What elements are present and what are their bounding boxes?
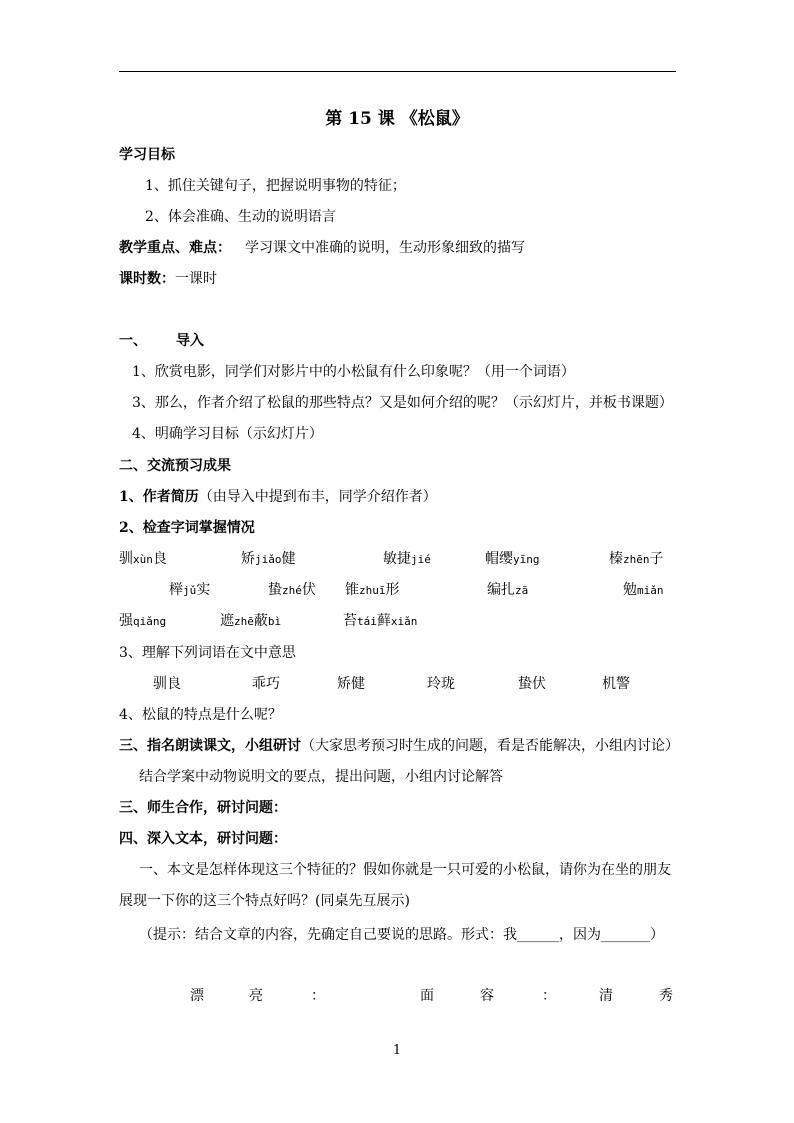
- reading-heading: 三、指名朗读课文，小组研讨: [119, 738, 301, 754]
- spaced-char: 面: [420, 988, 434, 1004]
- words-heading: 2、检查字词掌握情况: [119, 520, 255, 536]
- feature-question: 4、松鼠的特点是什么呢？: [119, 707, 282, 723]
- author-line: [119, 487, 437, 507]
- deep-para-2: 展现一下你的这三个特点好吗？(同桌先互展示): [119, 893, 410, 909]
- focus-label: 教学重点、难点：: [119, 240, 231, 256]
- meaning-word: 乖巧: [252, 676, 280, 692]
- vocab-word: 榛zhēn子: [609, 551, 664, 567]
- vocab-word: 苔tái藓xiǎn: [343, 613, 418, 629]
- meaning-word: 蛰伏: [518, 676, 546, 692]
- intro-item-3: 4、明确学习目标（示幻灯片）: [132, 426, 323, 442]
- spaced-char: 漂: [190, 988, 204, 1004]
- vocab-word: 矫jiǎo健: [241, 551, 296, 567]
- page-number: 1: [392, 1043, 402, 1058]
- goals-heading: 学习目标: [119, 147, 175, 163]
- vocab-word: 勉miǎn: [623, 582, 664, 598]
- coop-heading: 三、师生合作，研讨问题：: [119, 800, 287, 816]
- meaning-word: 驯良: [153, 676, 181, 692]
- intro-item-1: 1、欣赏电影，同学们对影片中的小松鼠有什么印象呢？（用一个词语）: [132, 364, 575, 380]
- preview-heading: 二、交流预习成果: [119, 458, 231, 474]
- vocab-word: 编扎zā: [487, 582, 529, 598]
- meaning-word: 机警: [602, 676, 630, 692]
- goal-item-1: 1、抓住关键句子，把握说明事物的特征；: [145, 178, 406, 194]
- vocab-word: 驯xùn良: [119, 551, 167, 567]
- focus-text: 学习课文中准确的说明，生动形象细致的描写: [245, 240, 525, 256]
- author-label: 1、作者简历: [119, 489, 199, 505]
- focus-line: [119, 238, 525, 258]
- vocab-word: 遮zhē蔽bì: [220, 613, 282, 629]
- lesson-title: 第 15 课 《松鼠》: [325, 109, 469, 129]
- reading-line-2: 结合学案中动物说明文的要点，提出问题，小组内讨论解答: [139, 769, 503, 785]
- deep-hint: （提示：结合文章的内容，先确定自己要说的思路。形式：我______，因为_______）: [139, 927, 664, 943]
- meaning-heading: 3、理解下列词语在文中意思: [119, 645, 296, 661]
- vocab-word: 帽缨yīng: [485, 551, 540, 567]
- period-label: 课时数：: [119, 271, 175, 287]
- spaced-char: ：: [542, 988, 556, 1004]
- spaced-char: ：: [311, 988, 325, 1004]
- spaced-char: 秀: [659, 988, 673, 1004]
- meaning-word: 玲珑: [427, 676, 455, 692]
- intro-heading-num: 一、: [119, 333, 147, 349]
- vocab-word: 敏捷jié: [383, 551, 431, 567]
- spaced-char: 清: [599, 988, 613, 1004]
- vocab-word: 锥zhuī形: [345, 582, 400, 598]
- intro-heading: 导入: [176, 333, 204, 349]
- reading-line: [119, 736, 679, 756]
- vocab-word: 蛰zhé伏: [268, 582, 316, 598]
- author-text: （由导入中提到布丰，同学介绍作者）: [198, 489, 437, 505]
- period-text: 一课时: [175, 271, 217, 287]
- vocab-word: 榉jǔ实: [169, 582, 211, 598]
- spaced-char: 容: [480, 988, 494, 1004]
- deep-para-1: 一、本文是怎样体现这三个特征的？假如你就是一只可爱的小松鼠，请你为在坐的朋友: [139, 862, 671, 878]
- period-line: [119, 269, 217, 289]
- deep-heading: 四、深入文本，研讨问题：: [119, 831, 287, 847]
- spaced-char: 亮: [249, 988, 263, 1004]
- intro-item-2: 3、那么，作者介绍了松鼠的那些特点？又是如何介绍的呢？（示幻灯片，并板书课题）: [132, 395, 673, 411]
- reading-text: （大家思考预习时生成的问题，看是否能解决，小组内讨论）: [301, 738, 679, 754]
- goal-item-2: 2、体会准确、生动的说明语言: [145, 209, 336, 225]
- vocab-word: 强qiǎng: [119, 613, 167, 629]
- header-rule: [119, 71, 676, 72]
- meaning-word: 矫健: [337, 676, 365, 692]
